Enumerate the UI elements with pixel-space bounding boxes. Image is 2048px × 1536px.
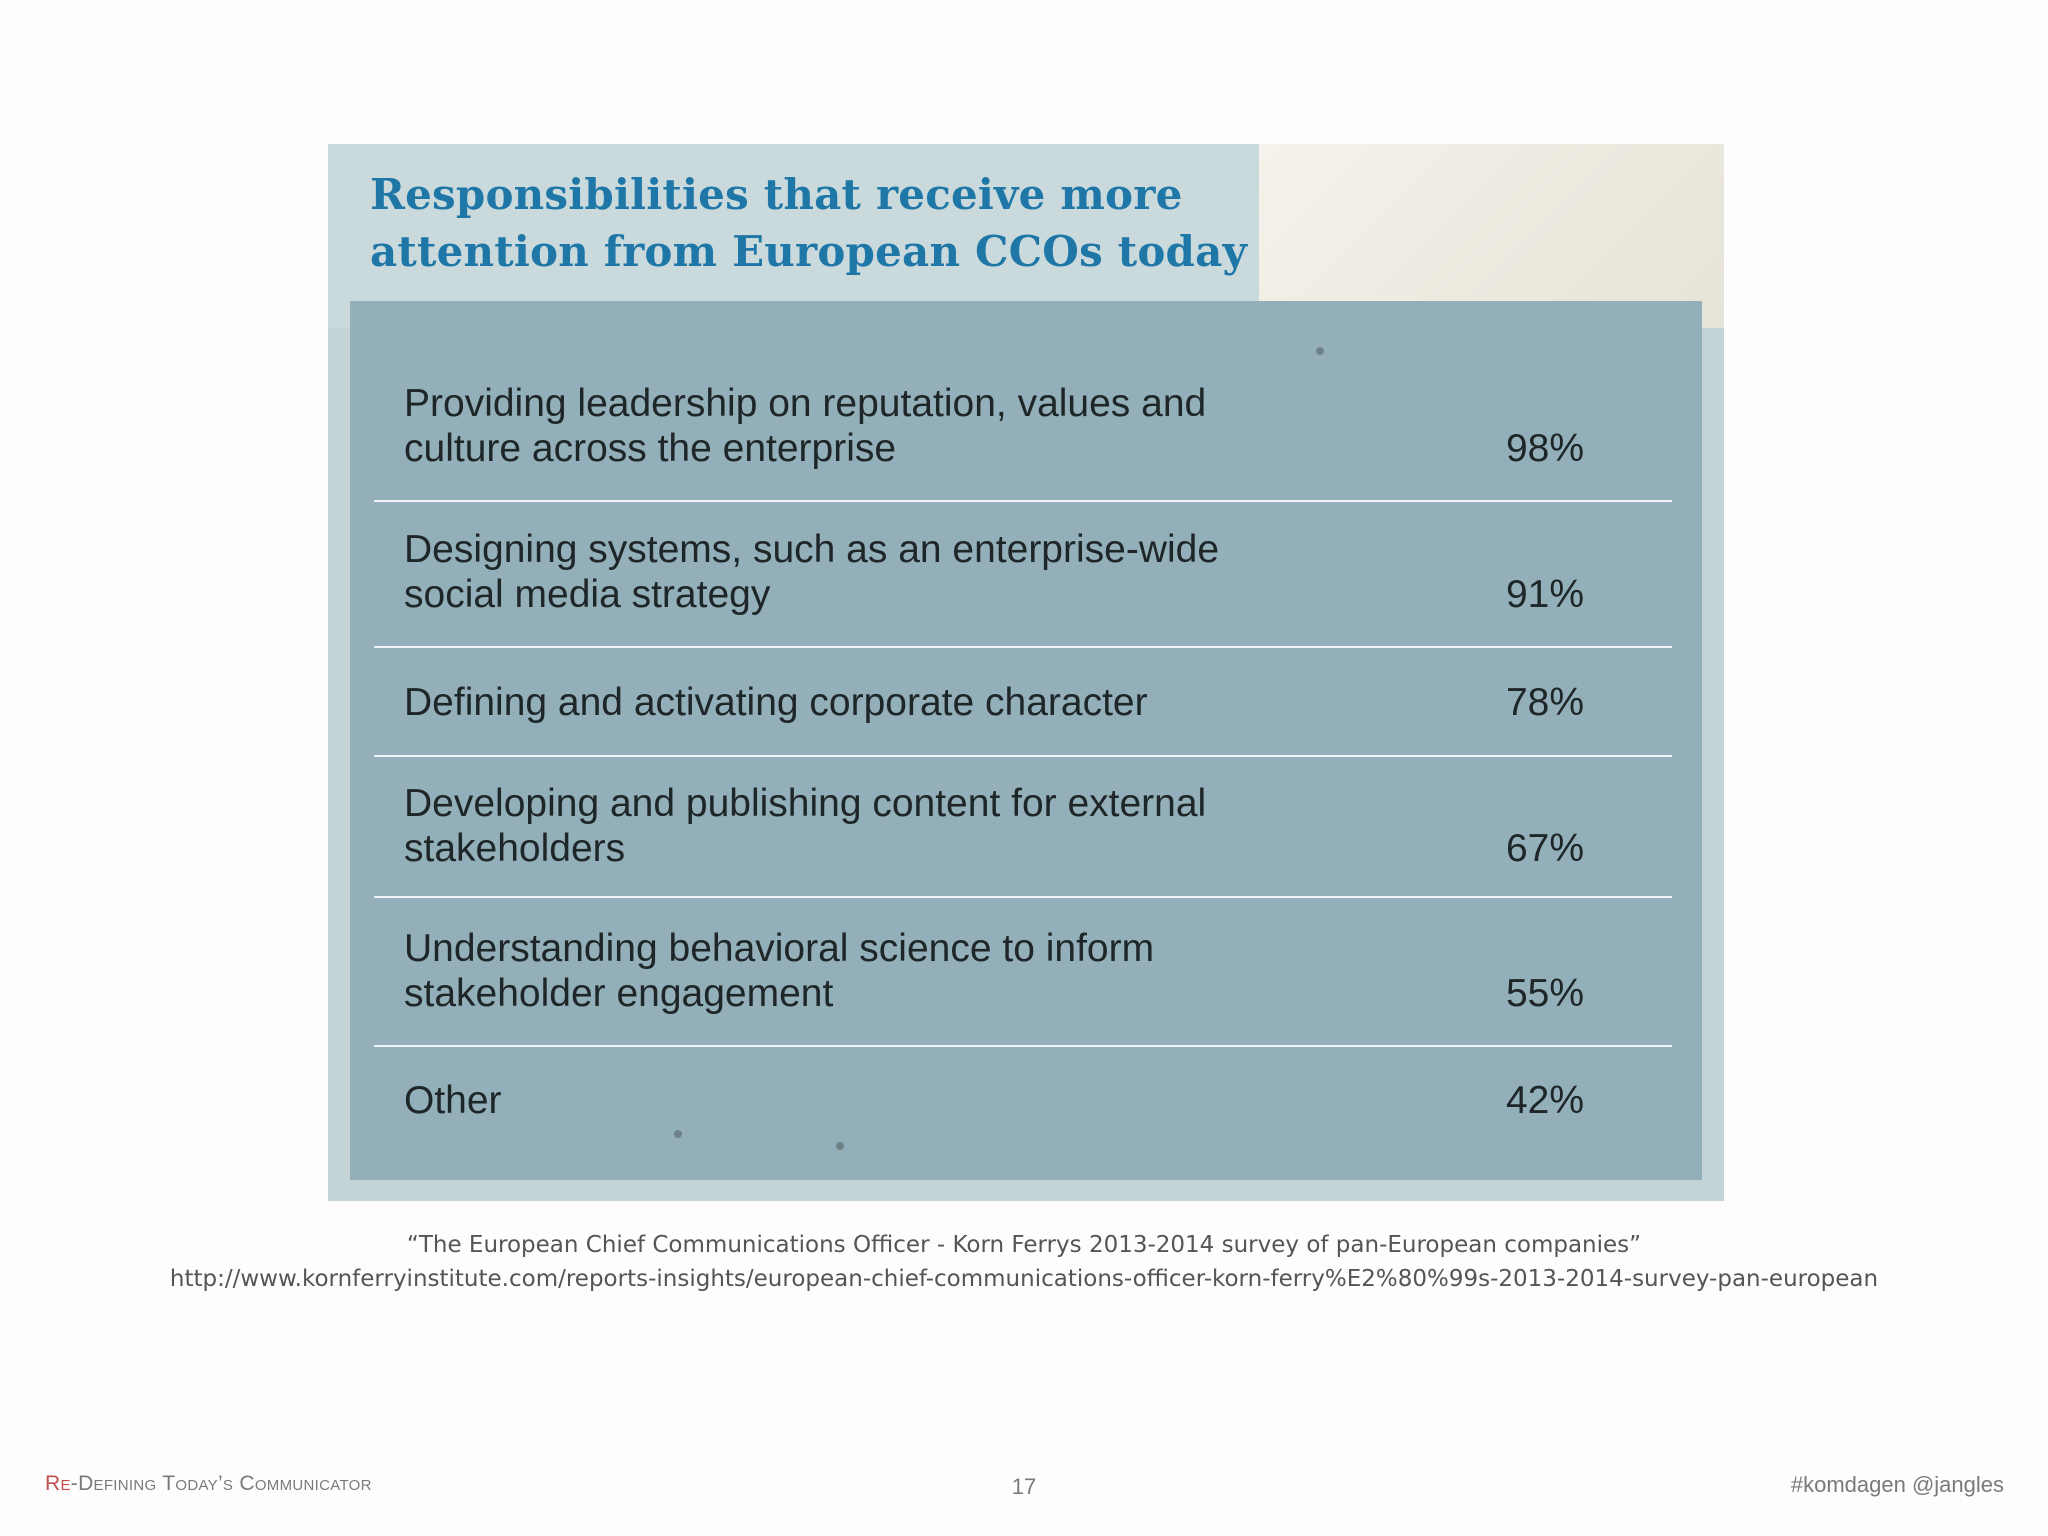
footer-hashtags: #komdagen @jangles — [1790, 1472, 2004, 1497]
row-divider — [374, 896, 1672, 898]
scan-speck — [1316, 347, 1324, 355]
row-label: Designing systems, such as an enterprise-wide social media strategy — [404, 528, 1220, 616]
row-divider — [374, 500, 1672, 502]
row-divider — [374, 1045, 1672, 1047]
source-citation — [0, 1228, 2048, 1296]
row-divider — [374, 755, 1672, 757]
row-label: Defining and activating corporate character — [404, 681, 1148, 724]
figure-title: Responsibilities that receive more attention from European CCOs today — [370, 170, 1248, 276]
row-label: Understanding behavioral science to inform stakeholder engagement — [404, 927, 1155, 1015]
source-title: “The European Chief Communications Officer - Korn Ferrys 2013-2014 survey of pan-European companies” — [406, 1232, 1642, 1258]
scan-speck — [674, 1130, 682, 1138]
page-number: 17 — [1011, 1474, 1037, 1499]
row-value: 91% — [1505, 573, 1584, 616]
source-url[interactable]: http://www.kornferryinstitute.com/reports-insights/european-chief-communications-officer-korn-ferry%E2%80%99s-2013-2014-survey-pan-european — [169, 1266, 1879, 1292]
responsibilities-list — [350, 301, 1702, 1180]
survey-figure — [328, 144, 1724, 1201]
responsibilities-panel — [350, 301, 1702, 1180]
row-label: Providing leadership on reputation, values and culture across the enterprise — [404, 382, 1207, 470]
row-value: 67% — [1505, 827, 1584, 870]
row-value: 42% — [1505, 1079, 1584, 1122]
scan-speck — [836, 1142, 844, 1150]
series-rest: -Defining Today’s Communicator — [70, 1472, 372, 1495]
row-divider — [374, 646, 1672, 648]
series-prefix: Re — [45, 1472, 71, 1495]
row-value: 55% — [1505, 972, 1584, 1015]
row-label: Other — [404, 1079, 502, 1122]
row-label: Developing and publishing content for external stakeholders — [404, 782, 1207, 870]
row-value: 78% — [1505, 681, 1584, 724]
row-value: 98% — [1505, 427, 1584, 470]
